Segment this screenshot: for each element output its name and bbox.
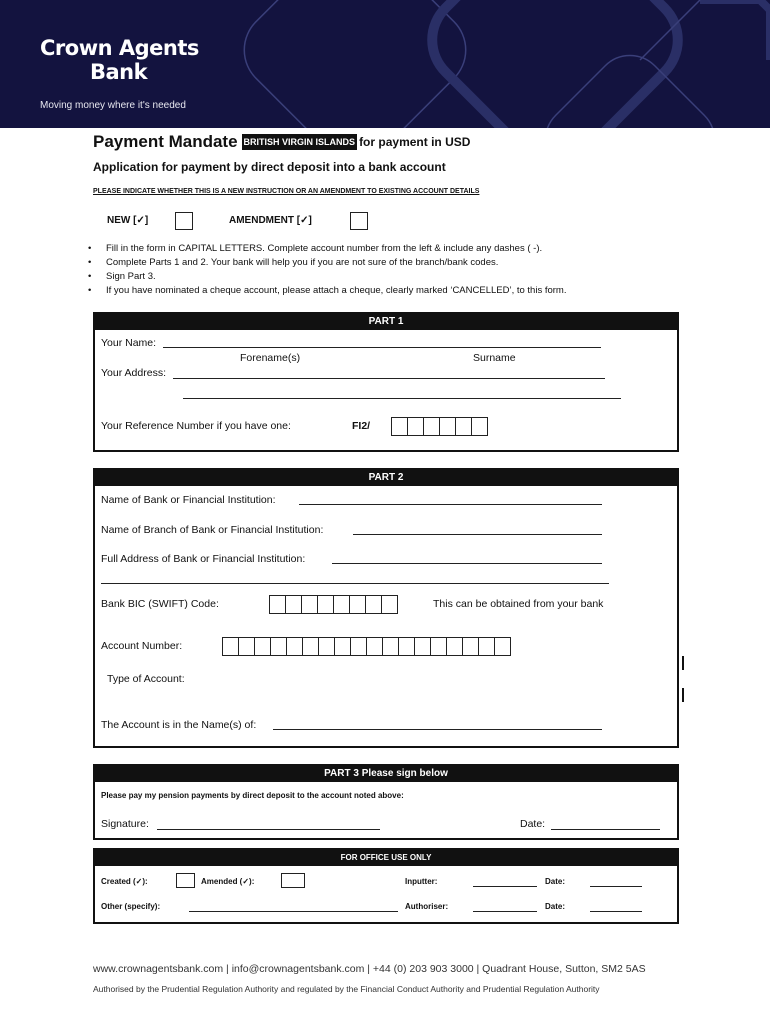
margin-mark (682, 656, 684, 670)
list-item: • Sign Part 3. (88, 270, 566, 284)
account-type-label: Type of Account: (107, 673, 185, 685)
created-label: Created (✓): (101, 877, 148, 886)
bic-hint: This can be obtained from your bank (433, 598, 604, 610)
list-item: • Fill in the form in CAPITAL LETTERS. Complete account number from the left & include any dashes ( -). (88, 242, 566, 256)
office-date-input-2[interactable] (590, 911, 642, 912)
currency-text: for payment in USD (359, 135, 471, 149)
part1-heading: PART 1 (95, 314, 677, 330)
signature-input[interactable] (157, 829, 380, 830)
instructions-list (88, 242, 566, 298)
part3-date-label: Date: (520, 818, 546, 830)
other-specify-label: Other (specify): (101, 902, 161, 911)
surname-label: Surname (473, 352, 516, 364)
bank-name-input[interactable] (299, 504, 602, 505)
account-number-boxes[interactable] (223, 637, 511, 656)
bic-code-boxes[interactable] (270, 595, 398, 614)
page-subtitle: Application for payment by direct deposit into a bank account (93, 160, 446, 174)
new-checkbox[interactable] (175, 212, 193, 230)
amendment-checkbox[interactable] (350, 212, 368, 230)
reference-prefix: FI2/ (352, 420, 371, 432)
created-checkbox[interactable] (176, 873, 195, 888)
list-item: • Complete Parts 1 and 2. Your bank will help you if you are not sure of the branch/bank codes. (88, 256, 566, 270)
branch-name-label: Name of Branch of Bank or Financial Institution: (101, 524, 324, 536)
bic-label: Bank BIC (SWIFT) Code: (101, 598, 219, 610)
reference-number-boxes[interactable] (392, 417, 488, 436)
logo-text-bank: Bank (90, 60, 148, 84)
office-date-label-2: Date: (545, 902, 566, 911)
footer-contact: www.crownagentsbank.com | info@crownagentsbank.com | +44 (0) 203 903 3000 | Quadrant House, Sutton, SM2 5AS (93, 963, 646, 975)
footer-regulation: Authorised by the Prudential Regulation Authority and regulated by the Financial Conduct Authority and Prudential Regulation Authority (93, 984, 600, 994)
margin-mark (682, 688, 684, 702)
authoriser-input[interactable] (473, 911, 537, 912)
amendment-label: AMENDMENT [✓] (229, 215, 312, 226)
your-name-label: Your Name: (101, 337, 157, 349)
signature-label: Signature: (101, 818, 149, 830)
tagline: Moving money where it's needed (40, 100, 186, 111)
amended-checkbox[interactable] (281, 873, 305, 888)
account-name-label: The Account is in the Name(s) of: (101, 719, 257, 731)
account-number-label: Account Number: (101, 640, 183, 652)
authoriser-label: Authoriser: (405, 902, 449, 911)
new-label: NEW [✓] (107, 215, 149, 226)
office-use-heading: FOR OFFICE USE ONLY (95, 850, 677, 866)
bank-address-input-line2[interactable] (101, 583, 609, 584)
bank-address-input-line1[interactable] (332, 563, 602, 564)
part2-heading: PART 2 (95, 470, 677, 486)
other-specify-input[interactable] (189, 911, 398, 912)
part3-instruction: Please pay my pension payments by direct deposit to the account noted above: (101, 791, 404, 800)
header-banner (0, 0, 770, 128)
account-name-input[interactable] (273, 729, 602, 730)
reference-label: Your Reference Number if you have one: (101, 420, 291, 432)
office-date-input-1[interactable] (590, 886, 642, 887)
amended-label: Amended (✓): (201, 877, 255, 886)
bank-address-label: Full Address of Bank or Financial Institution: (101, 553, 306, 565)
logo-text-crown-agents: Crown Agents (40, 36, 199, 60)
part3-heading: PART 3 Please sign below (95, 766, 677, 782)
address-input-line1[interactable] (173, 378, 605, 379)
inputter-input[interactable] (473, 886, 537, 887)
your-address-label: Your Address: (101, 367, 166, 379)
country-badge: BRITISH VIRGIN ISLANDS (242, 134, 358, 150)
list-item: • If you have nominated a cheque account, please attach a cheque, clearly marked ‘CANCELLED’, to this form. (88, 284, 566, 298)
indicate-instruction: PLEASE INDICATE WHETHER THIS IS A NEW INSTRUCTION OR AN AMENDMENT TO EXISTING ACCOUNT DETAILS (93, 188, 480, 195)
office-date-label-1: Date: (545, 877, 566, 886)
your-name-input[interactable] (163, 347, 601, 348)
bank-name-label: Name of Bank or Financial Institution: (101, 494, 276, 506)
title-row (93, 132, 470, 152)
part3-date-input[interactable] (551, 829, 660, 830)
inputter-label: Inputter: (405, 877, 438, 886)
branch-name-input[interactable] (353, 534, 602, 535)
forename-label: Forename(s) (240, 352, 301, 364)
address-input-line2[interactable] (183, 398, 621, 399)
page-title: Payment Mandate (93, 132, 238, 151)
